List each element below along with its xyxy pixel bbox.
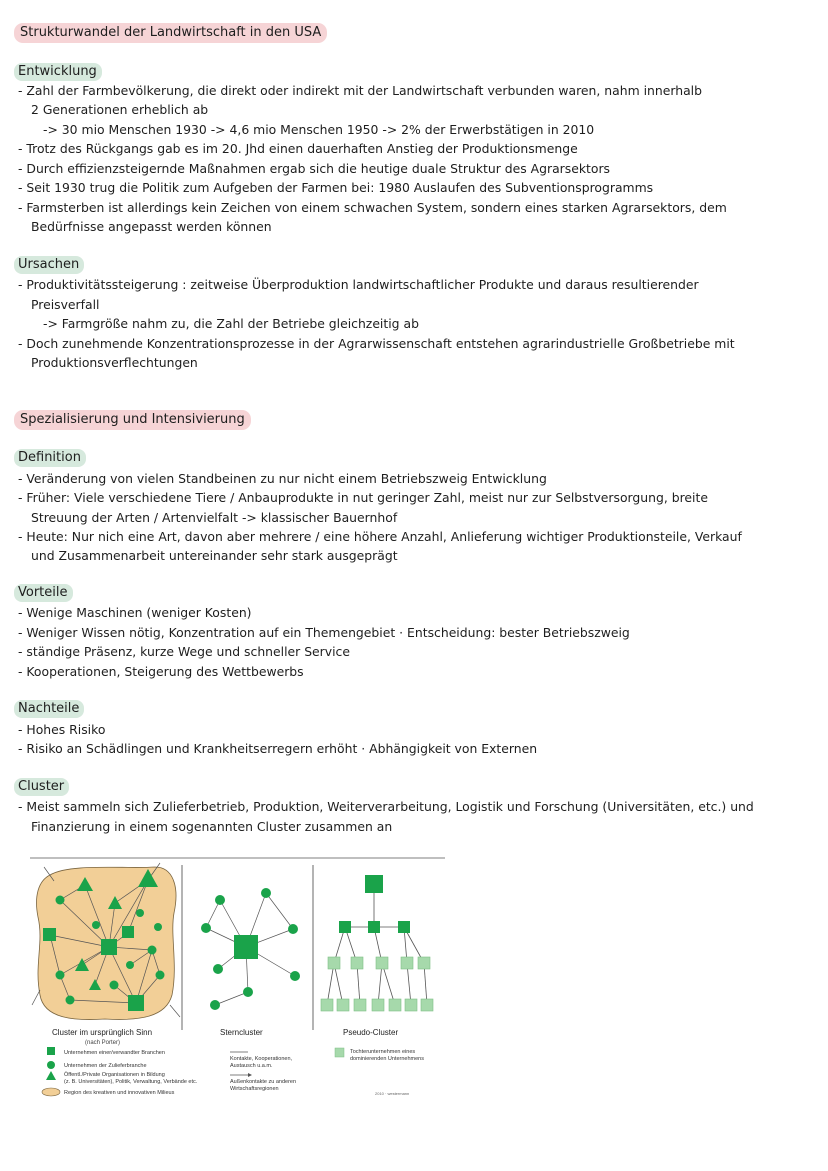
text-line: - Meist sammeln sich Zulieferbetrieb, Produktion, Weiterverarbeitung, Logistik und Forschung (Universitäten, etc.) und — [18, 799, 754, 814]
legend-circle-label: Unternehmen der Zulieferbranche — [64, 1063, 147, 1069]
text-line: - Heute: Nur nich eine Art, davon aber mehrere / eine höhere Anzahl, Anlieferung wichtiger Produktionsteile, Verkauf — [18, 529, 742, 544]
text-line: - Produktivitätssteigerung : zeitweise Überproduktion landwirtschaftlicher Produkte und daraus resultierender — [18, 277, 699, 292]
legend-region-label: Region des kreativen und innovativen Milieus — [64, 1090, 175, 1096]
heading-entwicklung: Entwicklung — [14, 63, 102, 81]
heading-ursachen: Ursachen — [14, 256, 84, 274]
text-line: - Trotz des Rückgangs gab es im 20. Jhd einen dauerhaften Anstieg der Produktionsmenge — [18, 141, 578, 156]
caption-porter: Cluster im ursprünglich Sinn — [52, 1028, 153, 1037]
legend-subsidiary-icon — [335, 1048, 344, 1057]
text-line: Preisverfall — [31, 297, 100, 312]
cluster-diagram — [30, 855, 446, 1105]
text-line: - Früher: Viele verschiedene Tiere / Anbauprodukte in nut geringer Zahl, meist nur zur Selbstversorgung, breite — [18, 490, 708, 505]
heading-definition: Definition — [14, 449, 86, 467]
text-line: - Weniger Wissen nötig, Konzentration auf ein Themengebiet · Entscheidung: bester Betriebszweig — [18, 625, 630, 640]
legend-contacts-label: Kontakte, Kooperationen, — [230, 1056, 293, 1062]
section-title-strukturwandel: Strukturwandel der Landwirtschaft in den USA — [14, 23, 327, 43]
legend-outer-label: Außenkontakte zu anderen — [230, 1079, 297, 1085]
text-line: -> 30 mio Menschen 1930 -> 4,6 mio Menschen 1950 -> 2% der Erwerbstätigen in 2010 — [43, 122, 595, 137]
text-line: Bedürfnisse angepasst werden können — [31, 219, 272, 234]
legend-square-label: Unternehmen einer/verwandter Branchen — [64, 1050, 165, 1056]
heading-vorteile: Vorteile — [14, 584, 73, 602]
figure-credit: 2010 · westermann — [375, 1091, 410, 1096]
caption-pseudo: Pseudo-Cluster — [343, 1028, 399, 1037]
text-line: Finanzierung in einem sogenannten Cluster zusammen an — [31, 819, 393, 834]
text-line: - Doch zunehmende Konzentrationsprozesse in der Agrarwissenschaft entstehen agrarindustrielle Großbetriebe mit — [18, 336, 735, 351]
legend-arrowhead-icon — [248, 1073, 252, 1077]
legend-subsidiary-label-2: dominierenden Unternehmens — [350, 1056, 424, 1062]
legend — [42, 1047, 424, 1096]
text-line: - Durch effizienzsteigernde Maßnahmen ergab sich die heutige duale Struktur des Agrarsektors — [18, 161, 610, 176]
text-line: - Veränderung von vielen Standbeinen zu nur nicht einem Betriebszweig Entwicklung — [18, 471, 547, 486]
text-line: Streuung der Arten / Artenvielfalt -> klassischer Bauernhof — [31, 510, 398, 525]
legend-triangle-icon — [46, 1071, 56, 1080]
legend-triangle-label: Öffentl./Private Organisationen in Bildung — [64, 1072, 165, 1078]
legend-subsidiary-label: Tochterunternehmen eines — [350, 1049, 416, 1055]
heading-nachteile: Nachteile — [14, 700, 84, 718]
text-line: - Risiko an Schädlingen und Krankheitserregern erhöht · Abhängigkeit von Externen — [18, 741, 538, 756]
legend-contacts-label-2: Austausch u.a.m. — [230, 1063, 273, 1069]
legend-circle-icon — [47, 1061, 55, 1069]
section-title-spezialisierung: Spezialisierung und Intensivierung — [14, 410, 251, 430]
text-line: - Farmsterben ist allerdings kein Zeichen von einem schwachen System, sondern eines starken Agrarsektors, dem — [18, 200, 727, 215]
text-line: - Kooperationen, Steigerung des Wettbewerbs — [18, 664, 304, 679]
text-line: - ständige Präsenz, kurze Wege und schneller Service — [18, 644, 350, 659]
legend-triangle-label-2: (z. B. Universitäten), Politik, Verwaltung, Verbände etc. — [64, 1079, 198, 1085]
star-cluster-panel — [201, 888, 300, 1010]
caption-porter-sub: (nach Porter) — [85, 1040, 121, 1046]
text-line: -> Farmgröße nahm zu, die Zahl der Betriebe gleichzeitig ab — [43, 316, 419, 331]
text-line: - Zahl der Farmbevölkerung, die direkt oder indirekt mit der Landwirtschaft verbunden waren, nahm innerhalb — [18, 83, 702, 98]
pseudo-cluster-panel — [321, 875, 433, 1011]
text-line: Produktionsverflechtungen — [31, 355, 198, 370]
legend-square-icon — [47, 1047, 55, 1055]
legend-region-icon — [42, 1088, 60, 1096]
text-line: 2 Generationen erheblich ab — [31, 102, 209, 117]
text-line: - Seit 1930 trug die Politik zum Aufgeben der Farmen bei: 1980 Auslaufen des Subventionsprogramms — [18, 180, 654, 195]
porter-cluster-panel — [32, 863, 180, 1020]
legend-outer-label-2: Wirtschaftsregionen — [230, 1086, 279, 1092]
heading-cluster: Cluster — [14, 778, 69, 796]
text-line: - Wenige Maschinen (weniger Kosten) — [18, 605, 252, 620]
text-line: - Hohes Risiko — [18, 722, 106, 737]
text-line: und Zusammenarbeit untereinander sehr stark ausgeprägt — [31, 548, 398, 563]
caption-stern: Sterncluster — [220, 1028, 263, 1037]
